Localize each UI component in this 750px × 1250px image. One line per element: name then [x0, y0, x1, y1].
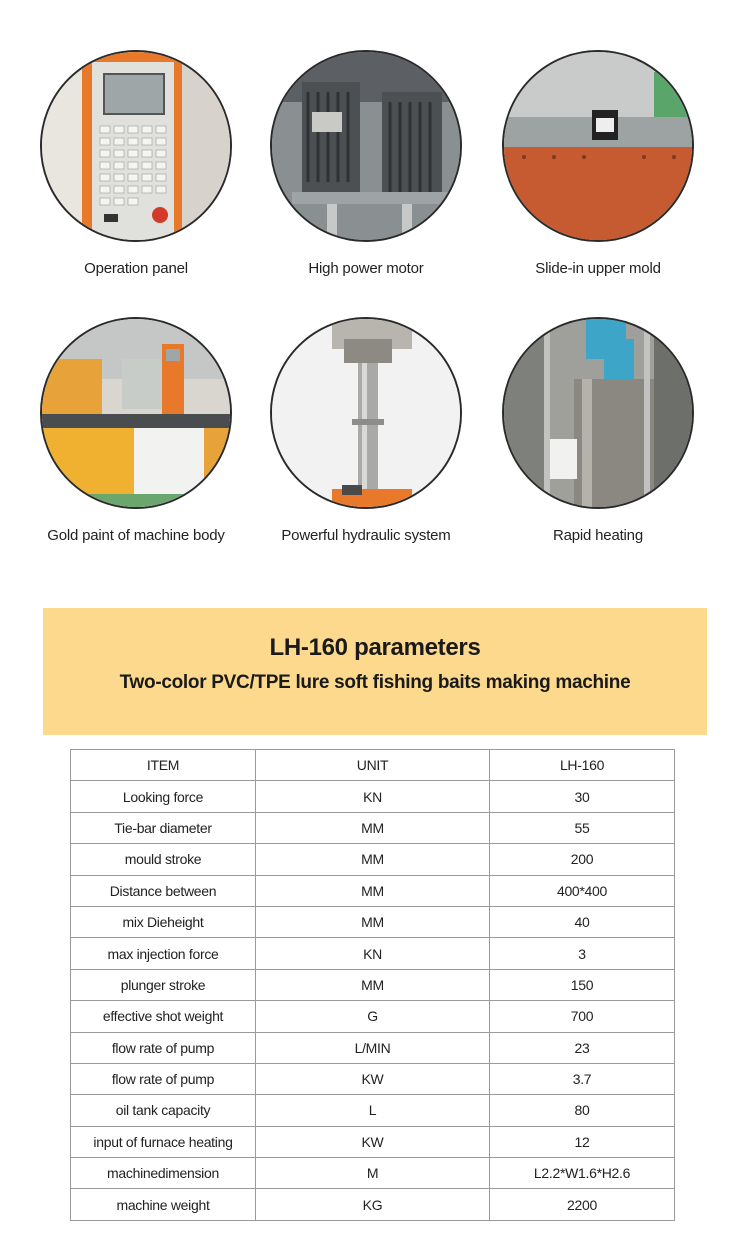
table-row: [71, 1126, 675, 1157]
cell-value: 3.7: [490, 1063, 675, 1094]
table-row: [71, 938, 675, 969]
cell-unit: MM: [256, 844, 490, 875]
table-row: [71, 1095, 675, 1126]
cell-item: plunger stroke: [71, 969, 256, 1000]
table-row: [71, 1063, 675, 1094]
cell-value: 200: [490, 844, 675, 875]
machine-body-photo: [40, 317, 232, 509]
table-row: [71, 812, 675, 843]
cell-unit: L: [256, 1095, 490, 1126]
table-row: [71, 1001, 675, 1032]
cell-value: 700: [490, 1001, 675, 1032]
banner-title: LH-160 parameters: [269, 634, 481, 661]
cell-value: 30: [490, 781, 675, 812]
cell-value: 150: [490, 969, 675, 1000]
cell-unit: MM: [256, 969, 490, 1000]
upper-mold-photo: [502, 50, 694, 242]
cell-unit: G: [256, 1001, 490, 1032]
cell-unit: L/MIN: [256, 1032, 490, 1063]
cell-unit: KW: [256, 1063, 490, 1094]
cell-unit: KN: [256, 781, 490, 812]
feature-caption: Operation panel: [84, 260, 188, 277]
cell-unit: M: [256, 1158, 490, 1189]
feature-gallery: [0, 0, 750, 590]
table-row: [71, 969, 675, 1000]
cell-unit: KN: [256, 938, 490, 969]
hydraulic-photo: [270, 317, 462, 509]
table-row: [71, 1189, 675, 1220]
cell-unit: KG: [256, 1189, 490, 1220]
cell-value: 400*400: [490, 875, 675, 906]
cell-unit: MM: [256, 906, 490, 937]
table-row: [71, 1032, 675, 1063]
cell-value: 55: [490, 812, 675, 843]
motor-photo: [270, 50, 462, 242]
cell-item: effective shot weight: [71, 1001, 256, 1032]
table-row: [71, 1158, 675, 1189]
cell-item: machine weight: [71, 1189, 256, 1220]
parameters-banner: [43, 608, 707, 735]
feature-caption: Rapid heating: [553, 527, 643, 544]
header-unit: UNIT: [256, 750, 490, 781]
cell-item: oil tank capacity: [71, 1095, 256, 1126]
banner-subtitle: Two-color PVC/TPE lure soft fishing baits making machine: [119, 672, 631, 693]
cell-value: 80: [490, 1095, 675, 1126]
cell-item: Looking force: [71, 781, 256, 812]
cell-value: 40: [490, 906, 675, 937]
cell-item: Distance between: [71, 875, 256, 906]
table-row: [71, 875, 675, 906]
table-header-row: [71, 750, 675, 781]
cell-item: Tie-bar diameter: [71, 812, 256, 843]
table-row: [71, 844, 675, 875]
cell-value: 12: [490, 1126, 675, 1157]
parameters-table: [70, 749, 675, 1221]
cell-value: 2200: [490, 1189, 675, 1220]
cell-unit: MM: [256, 812, 490, 843]
feature-caption: Slide-in upper mold: [535, 260, 661, 277]
cell-item: mould stroke: [71, 844, 256, 875]
table-row: [71, 781, 675, 812]
operation-panel-photo: [40, 50, 232, 242]
cell-value: 3: [490, 938, 675, 969]
feature-caption: Powerful hydraulic system: [281, 527, 451, 544]
feature-high-power-motor: [256, 50, 476, 277]
feature-caption: High power motor: [308, 260, 424, 277]
feature-gold-paint-body: [26, 317, 246, 544]
feature-operation-panel: [26, 50, 246, 277]
cell-value: L2.2*W1.6*H2.6: [490, 1158, 675, 1189]
cell-unit: KW: [256, 1126, 490, 1157]
table-row: [71, 906, 675, 937]
header-item: ITEM: [71, 750, 256, 781]
feature-hydraulic-system: [256, 317, 476, 544]
feature-rapid-heating: [488, 317, 708, 544]
cell-value: 23: [490, 1032, 675, 1063]
feature-slide-in-upper-mold: [488, 50, 708, 277]
cell-item: mix Dieheight: [71, 906, 256, 937]
heating-photo: [502, 317, 694, 509]
cell-item: flow rate of pump: [71, 1063, 256, 1094]
feature-caption: Gold paint of machine body: [47, 527, 225, 544]
cell-item: input of furnace heating: [71, 1126, 256, 1157]
cell-item: machinedimension: [71, 1158, 256, 1189]
cell-item: max injection force: [71, 938, 256, 969]
header-model: LH-160: [490, 750, 675, 781]
cell-unit: MM: [256, 875, 490, 906]
cell-item: flow rate of pump: [71, 1032, 256, 1063]
